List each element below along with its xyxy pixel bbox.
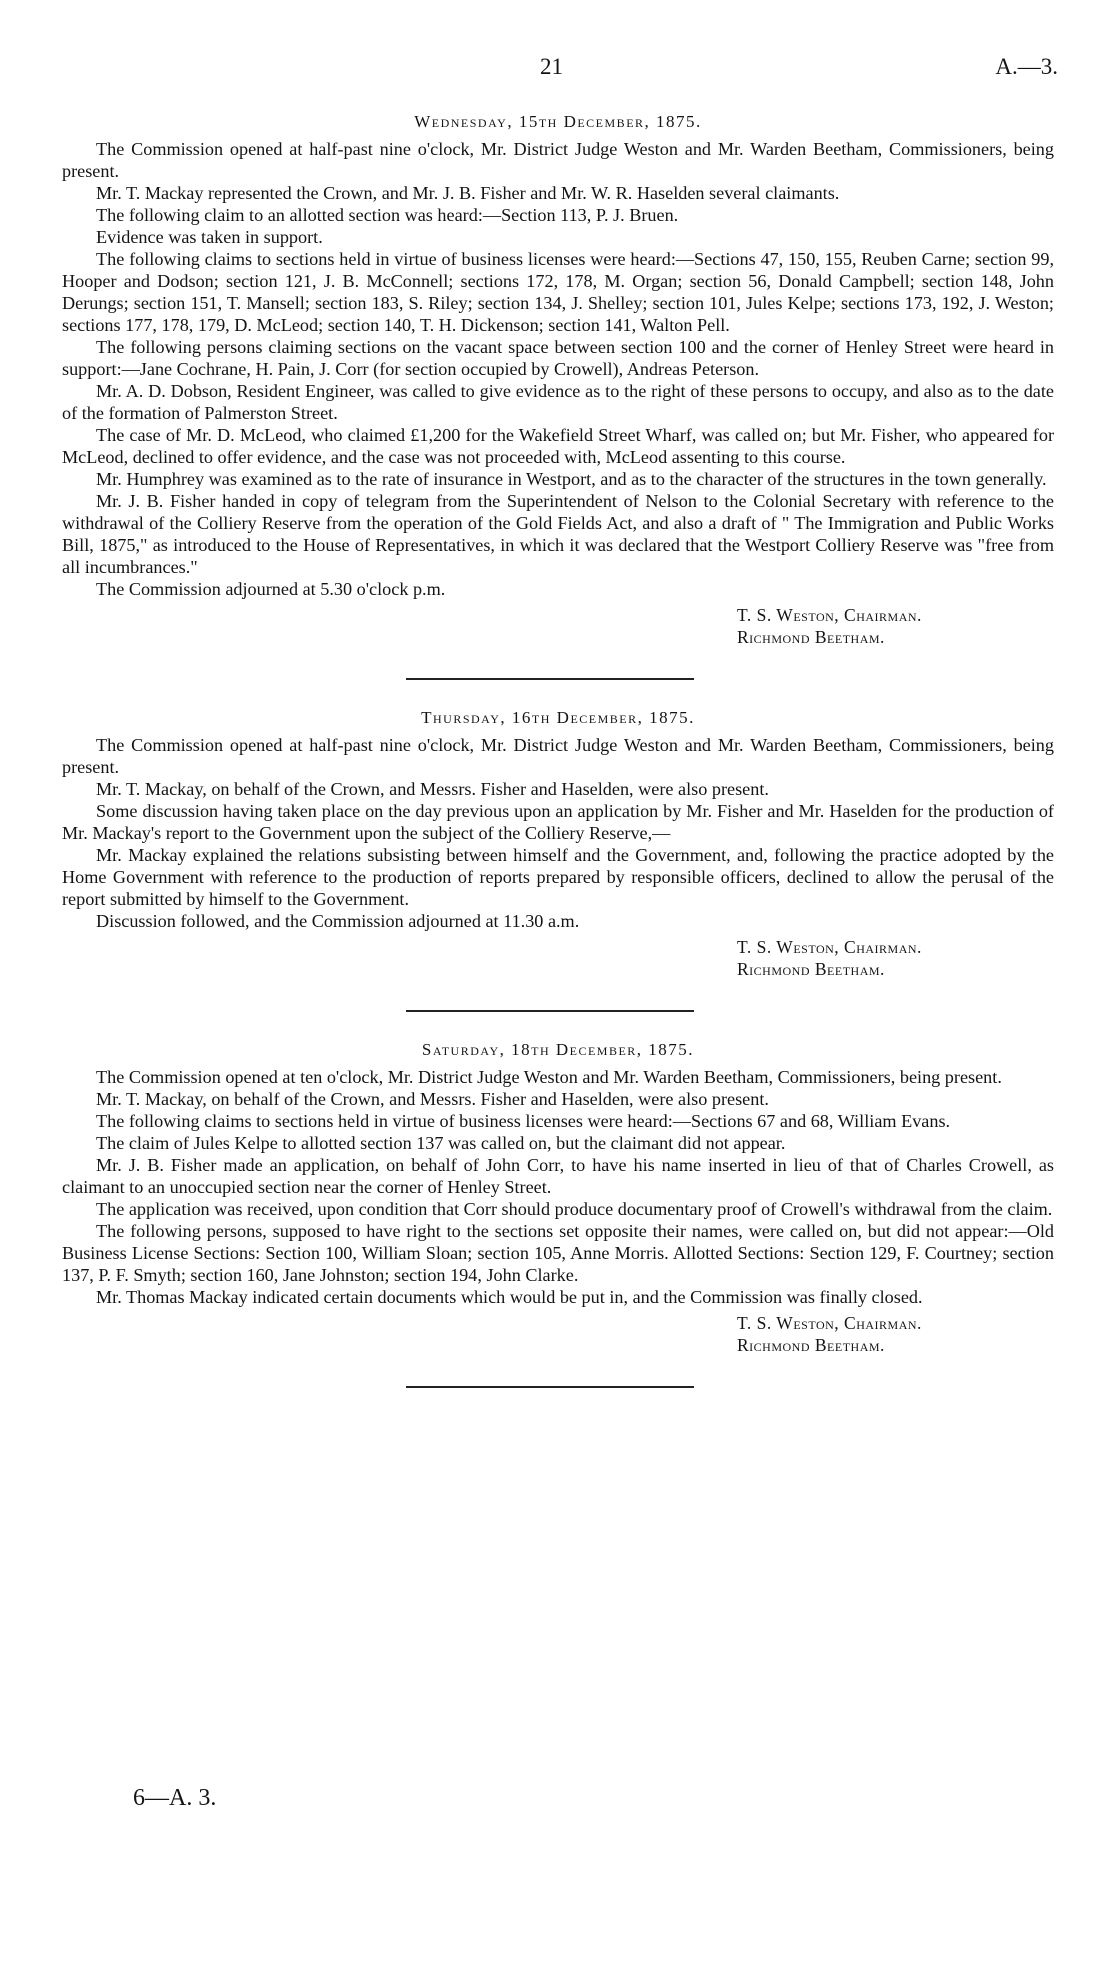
paragraph: Mr. J. B. Fisher made an application, on behalf of John Corr, to have his name inserted in lieu of that of Charles Crowell, as claimant to an unoccupied section near the corner of Henley Street. — [62, 1155, 1054, 1197]
day-section-thursday — [62, 708, 1054, 980]
paragraph: Mr. J. B. Fisher handed in copy of telegram from the Superintendent of Nelson to the Colonial Secretary with reference to the withdrawal of the Colliery Reserve from the operation of the Gold Fields Act, and also a draft of " The Immigration and Public Works Bill, 1875," as introduced to the House of Representatives, in which it was declared that the Westport Colliery Reserve was "free from all incumbrances." — [62, 491, 1054, 577]
paragraph: Some discussion having taken place on the day previous upon an application by Mr. Fisher and Mr. Haselden for the production of Mr. Mackay's report to the Government upon the subject of the Colliery Reserve,— — [62, 801, 1054, 843]
paragraph: Mr. T. Mackay, on behalf of the Crown, and Messrs. Fisher and Haselden, were also present. — [96, 1089, 769, 1109]
paragraph: The Commission opened at half-past nine o'clock, Mr. District Judge Weston and Mr. Warden Beetham, Commissioners, being present. — [62, 735, 1054, 777]
paragraph: Discussion followed, and the Commission adjourned at 11.30 a.m. — [96, 911, 580, 931]
section-divider — [406, 1010, 694, 1012]
signature-block — [737, 604, 1054, 648]
paragraph: The case of Mr. D. McLeod, who claimed £1,200 for the Wakefield Street Wharf, was called on; but Mr. Fisher, who appeared for McLeod, declined to offer evidence, and the case was not proceeded with, McLeod assenting to this course. — [62, 425, 1054, 467]
paragraph: Evidence was taken in support. — [96, 227, 323, 247]
paragraph: Mr. Mackay explained the relations subsisting between himself and the Government, and, following the practice adopted by the Home Government with reference to the production of reports prepared by responsible officers, declined to allow the perusal of the report submitted by himself to the Government. — [62, 845, 1054, 909]
paragraph: The Commission adjourned at 5.30 o'clock p.m. — [96, 579, 446, 599]
section-divider — [406, 1386, 694, 1388]
paragraph: The following persons claiming sections on the vacant space between section 100 and the corner of Henley Street were heard in support:—Jane Cochrane, H. Pain, J. Corr (for section occupied by Crowell), Andreas Peterson. — [62, 337, 1054, 379]
signature-mark: 6—A. 3. — [133, 1785, 217, 1811]
date-heading: Wednesday, 15th December, 1875. — [414, 112, 702, 131]
paragraph: The application was received, upon condition that Corr should produce documentary proof of Crowell's withdrawal from the claim. — [96, 1199, 1053, 1219]
paragraph: The Commission opened at ten o'clock, Mr. District Judge Weston and Mr. Warden Beetham, Commissioners, being present. — [96, 1067, 1002, 1087]
day-section-saturday — [62, 1040, 1054, 1356]
paragraph: Mr. Humphrey was examined as to the rate of insurance in Westport, and as to the character of the structures in the town generally. — [96, 469, 1047, 489]
day-section-wednesday — [62, 112, 1054, 648]
document-body — [62, 112, 1054, 1416]
paragraph: The Commission opened at half-past nine o'clock, Mr. District Judge Weston and Mr. Warden Beetham, Commissioners, being present. — [62, 139, 1054, 181]
paragraph: The following persons, supposed to have right to the sections set opposite their names, were called on, but did not appear:—Old Business License Sections: Section 100, William Sloan; section 105, Anne Morris. Allotted Sections: Section 129, F. Courtney; section 137, P. F. Smyth; section 160, Jane Johnston; section 194, John Clarke. — [62, 1221, 1054, 1285]
paragraph: The following claims to sections held in virtue of business licenses were heard:—Sections 67 and 68, William Evans. — [96, 1111, 951, 1131]
paragraph: Mr. T. Mackay, on behalf of the Crown, and Messrs. Fisher and Haselden, were also present. — [96, 779, 769, 799]
signature-member: Richmond Beetham. — [737, 1335, 885, 1355]
document-reference: A.—3. — [995, 54, 1058, 79]
paragraph: The following claims to sections held in virtue of business licenses were heard:—Sections 47, 150, 155, Reuben Carne; section 99, Hooper and Dodson; section 121, J. B. McConnell; sections 172, 178, M. Organ; section 56, Donald Campbell; section 148, John Derungs; section 151, T. Mansell; section 183, S. Riley; section 134, J. Shelley; section 101, Jules Kelpe; sections 173, 192, J. Weston; sections 177, 178, 179, D. McLeod; section 140, T. H. Dickenson; section 141, Walton Pell. — [62, 249, 1054, 335]
paragraph: The following claim to an allotted section was heard:—Section 113, P. J. Bruen. — [96, 205, 679, 225]
paragraph: Mr. Thomas Mackay indicated certain documents which would be put in, and the Commission was finally closed. — [96, 1287, 923, 1307]
signature-block — [737, 936, 1054, 980]
date-heading: Saturday, 18th December, 1875. — [421, 1040, 695, 1059]
signature-chairman: T. S. Weston, Chairman. — [737, 605, 922, 625]
date-heading: Thursday, 16th December, 1875. — [421, 708, 695, 727]
signature-member: Richmond Beetham. — [737, 627, 885, 647]
page-number: 21 — [540, 54, 563, 79]
signature-member: Richmond Beetham. — [737, 959, 885, 979]
section-divider — [406, 678, 694, 680]
signature-block — [737, 1312, 1054, 1356]
signature-chairman: T. S. Weston, Chairman. — [737, 1313, 922, 1333]
signature-chairman: T. S. Weston, Chairman. — [737, 937, 922, 957]
paragraph: Mr. A. D. Dobson, Resident Engineer, was called to give evidence as to the right of these persons to occupy, and also as to the date of the formation of Palmerston Street. — [62, 381, 1054, 423]
paragraph: Mr. T. Mackay represented the Crown, and Mr. J. B. Fisher and Mr. W. R. Haselden several claimants. — [96, 183, 840, 203]
paragraph: The claim of Jules Kelpe to allotted section 137 was called on, but the claimant did not appear. — [96, 1133, 786, 1153]
